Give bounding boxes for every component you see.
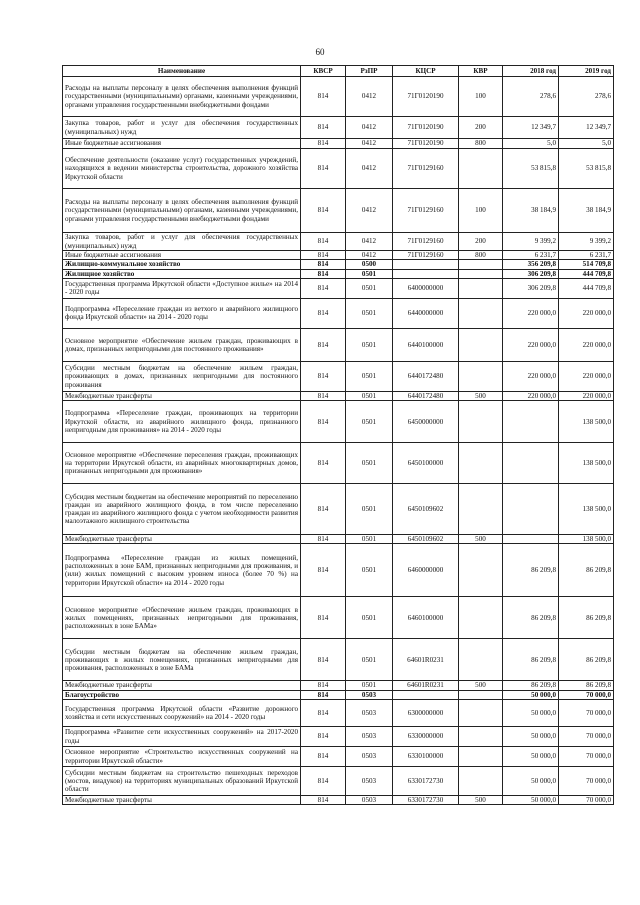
cell-name: Жилищно-коммунальное хозяйство: [63, 260, 301, 269]
table-row: [63, 544, 614, 597]
cell-name: Государственная программа Иркутской области «Развитие дорожного хозяйства и сети искусственных сооружений» на 2014 - 2020 годы: [63, 700, 301, 727]
cell-2019: 70 000,0: [559, 700, 614, 727]
cell-kcsr: 6330172730: [393, 796, 459, 805]
cell-name: Государственная программа Иркутской области «Доступное жилье» на 2014 - 2020 годы: [63, 278, 301, 298]
cell-2019: 138 500,0: [559, 401, 614, 443]
cell-name: Расходы на выплаты персоналу в целях обеспечения выполнения функций государственными (муниципальными) органами, казенными учреждениями, органами управления государственными внебюджетными фондами: [63, 189, 301, 233]
header-name: Наименование: [63, 66, 301, 77]
table-row: [63, 639, 614, 681]
cell-2018: 86 209,8: [503, 597, 559, 639]
cell-kcsr: [393, 260, 459, 269]
header-2018: 2018 год: [503, 66, 559, 77]
cell-2018: 50 000,0: [503, 747, 559, 767]
cell-2018: [503, 401, 559, 443]
table-row: [63, 690, 614, 699]
cell-kvr: [459, 260, 503, 269]
table-row: [63, 149, 614, 189]
cell-2019: 70 000,0: [559, 747, 614, 767]
cell-kvr: 500: [459, 391, 503, 400]
cell-rzpr: 0412: [346, 189, 393, 233]
cell-2018: 12 349,7: [503, 117, 559, 139]
cell-kcsr: 6330000000: [393, 727, 459, 747]
cell-kvsr: 814: [301, 727, 346, 747]
cell-kvr: [459, 149, 503, 189]
cell-kvsr: 814: [301, 328, 346, 361]
table-row: [63, 278, 614, 298]
cell-rzpr: 0503: [346, 747, 393, 767]
cell-rzpr: 0412: [346, 139, 393, 149]
cell-kvr: [459, 443, 503, 484]
cell-kcsr: 6440000000: [393, 298, 459, 328]
header-kvr: КВР: [459, 66, 503, 77]
cell-2019: 278,6: [559, 77, 614, 117]
cell-kcsr: 6440172480: [393, 391, 459, 400]
cell-name: Подпрограмма «Переселение граждан из ветхого и аварийного жилищного фонда Иркутской области» на 2014 - 2020 годы: [63, 298, 301, 328]
cell-rzpr: 0412: [346, 117, 393, 139]
cell-kcsr: 71Г0129160: [393, 189, 459, 233]
cell-kvr: [459, 298, 503, 328]
cell-kvr: [459, 361, 503, 391]
cell-kcsr: 6450109602: [393, 535, 459, 544]
cell-kcsr: 6460100000: [393, 597, 459, 639]
cell-name: Межбюджетные трансферты: [63, 535, 301, 544]
cell-2018: 278,6: [503, 77, 559, 117]
cell-2018: 220 000,0: [503, 391, 559, 400]
table-row: [63, 328, 614, 361]
cell-kcsr: 6300000000: [393, 700, 459, 727]
cell-2018: 50 000,0: [503, 700, 559, 727]
header-rzpr: РзПР: [346, 66, 393, 77]
cell-2019: 70 000,0: [559, 690, 614, 699]
cell-name: Расходы на выплаты персоналу в целях обеспечения выполнения функций государственными (муниципальными) органами, казенными учреждениями, органами управления государственными внебюджетными фондами: [63, 77, 301, 117]
cell-kcsr: 64601R0231: [393, 681, 459, 690]
cell-kvr: [459, 278, 503, 298]
cell-name: Основное мероприятие «Обеспечение жильем граждан, проживающих в домах, признанных непригодными для постоянного проживания»: [63, 328, 301, 361]
cell-2018: 53 815,8: [503, 149, 559, 189]
cell-kvsr: 814: [301, 443, 346, 484]
cell-kcsr: 71Г0129160: [393, 233, 459, 251]
cell-rzpr: 0501: [346, 639, 393, 681]
header-kcsr: КЦСР: [393, 66, 459, 77]
cell-kvsr: 814: [301, 361, 346, 391]
cell-kvr: [459, 401, 503, 443]
header-kvsr: КВСР: [301, 66, 346, 77]
cell-2018: 6 231,7: [503, 251, 559, 260]
cell-2019: 444 709,8: [559, 269, 614, 278]
cell-2018: 50 000,0: [503, 796, 559, 805]
cell-2018: 86 209,8: [503, 639, 559, 681]
cell-kvr: 800: [459, 251, 503, 260]
cell-kvsr: 814: [301, 251, 346, 260]
cell-name: Межбюджетные трансферты: [63, 391, 301, 400]
cell-2019: 444 709,8: [559, 278, 614, 298]
cell-rzpr: 0412: [346, 149, 393, 189]
cell-kvr: [459, 597, 503, 639]
cell-rzpr: 0501: [346, 535, 393, 544]
cell-rzpr: 0500: [346, 260, 393, 269]
cell-2019: 86 209,8: [559, 544, 614, 597]
table-row: [63, 189, 614, 233]
cell-kcsr: 71Г0129160: [393, 251, 459, 260]
cell-kvsr: 814: [301, 681, 346, 690]
cell-rzpr: 0501: [346, 269, 393, 278]
cell-name: Закупка товаров, работ и услуг для обеспечения государственных (муниципальных) нужд: [63, 233, 301, 251]
cell-kvsr: 814: [301, 189, 346, 233]
cell-kvsr: 814: [301, 535, 346, 544]
cell-2019: 138 500,0: [559, 443, 614, 484]
cell-2018: 220 000,0: [503, 328, 559, 361]
cell-2018: 306 209,8: [503, 278, 559, 298]
cell-kcsr: 71Г0120190: [393, 139, 459, 149]
table-row: [63, 251, 614, 260]
cell-kvsr: 814: [301, 484, 346, 535]
cell-name: Подпрограмма «Переселение граждан, проживающих на территории Иркутской области, из аварийного жилищного фонда, признанного непригодным для проживания» на 2014 - 2020 годы: [63, 401, 301, 443]
cell-kcsr: 6450109602: [393, 484, 459, 535]
cell-2019: 138 500,0: [559, 484, 614, 535]
table-row: [63, 269, 614, 278]
cell-kcsr: 71Г0120190: [393, 77, 459, 117]
table-row: [63, 727, 614, 747]
header-2019: 2019 год: [559, 66, 614, 77]
table-row: [63, 77, 614, 117]
cell-rzpr: 0501: [346, 544, 393, 597]
cell-kvsr: 814: [301, 149, 346, 189]
cell-2018: 86 209,8: [503, 681, 559, 690]
cell-name: Основное мероприятие «Обеспечение переселения граждан, проживающих на территории Иркутской области, из аварийных многоквартирных домов, признанных непригодными для проживания»: [63, 443, 301, 484]
cell-2019: 53 815,8: [559, 149, 614, 189]
table-row: [63, 361, 614, 391]
table-row: [63, 139, 614, 149]
cell-rzpr: 0412: [346, 77, 393, 117]
cell-name: Подпрограмма «Развитие сети искусственных сооружений» на 2017-2020 годы: [63, 727, 301, 747]
table-row: [63, 443, 614, 484]
cell-2019: 38 184,9: [559, 189, 614, 233]
cell-kvr: 500: [459, 681, 503, 690]
table-row: [63, 681, 614, 690]
cell-kvsr: 814: [301, 639, 346, 681]
cell-name: Подпрограмма «Переселение граждан из жилых помещений, расположенных в зоне БАМ, признанных непригодными для проживания, и (или) жилых помещений с высоким уровнем износа (более 70 %) на территории Иркутской области» на 2014 - 2020 годы: [63, 544, 301, 597]
table-row: [63, 747, 614, 767]
cell-rzpr: 0503: [346, 700, 393, 727]
cell-kvsr: 814: [301, 139, 346, 149]
table-body: [63, 77, 614, 805]
cell-2019: 9 399,2: [559, 233, 614, 251]
cell-kvr: 500: [459, 796, 503, 805]
cell-rzpr: 0503: [346, 767, 393, 796]
cell-kvr: 500: [459, 535, 503, 544]
table-row: [63, 298, 614, 328]
cell-kvr: 200: [459, 117, 503, 139]
cell-2019: 220 000,0: [559, 391, 614, 400]
cell-name: Иные бюджетные ассигнования: [63, 251, 301, 260]
cell-kcsr: 71Г0120190: [393, 117, 459, 139]
cell-name: Субсидии местным бюджетам на обеспечение жильем граждан, проживающих в жилых помещениях, признанных непригодными для проживания, расположенных в зоне БАМа: [63, 639, 301, 681]
table-row: [63, 597, 614, 639]
cell-kvsr: 814: [301, 233, 346, 251]
cell-kvr: 200: [459, 233, 503, 251]
cell-rzpr: 0412: [346, 251, 393, 260]
cell-rzpr: 0503: [346, 727, 393, 747]
cell-rzpr: 0503: [346, 796, 393, 805]
cell-kvr: 100: [459, 189, 503, 233]
cell-kvr: [459, 269, 503, 278]
cell-2019: 86 209,8: [559, 681, 614, 690]
cell-kvr: [459, 544, 503, 597]
cell-kvsr: 814: [301, 269, 346, 278]
cell-kcsr: 6330100000: [393, 747, 459, 767]
cell-kvsr: 814: [301, 117, 346, 139]
cell-name: Жилищное хозяйство: [63, 269, 301, 278]
cell-kvsr: 814: [301, 747, 346, 767]
table-row: [63, 484, 614, 535]
cell-2018: [503, 484, 559, 535]
cell-rzpr: 0501: [346, 391, 393, 400]
page-number: 60: [315, 47, 325, 57]
cell-2018: 50 000,0: [503, 690, 559, 699]
cell-2019: 220 000,0: [559, 328, 614, 361]
table-row: [63, 260, 614, 269]
cell-kcsr: 6440172480: [393, 361, 459, 391]
cell-name: Благоустройство: [63, 690, 301, 699]
cell-2019: 514 709,8: [559, 260, 614, 269]
cell-2018: 38 184,9: [503, 189, 559, 233]
cell-2019: 86 209,8: [559, 639, 614, 681]
cell-kvr: [459, 639, 503, 681]
cell-kvsr: 814: [301, 700, 346, 727]
cell-name: Основное мероприятие «Обеспечение жильем граждан, проживающих в жилых помещениях, признанных непригодными для проживания, расположенных в зоне БАМа»: [63, 597, 301, 639]
cell-kcsr: 64601R0231: [393, 639, 459, 681]
cell-rzpr: 0501: [346, 681, 393, 690]
cell-kcsr: 6400000000: [393, 278, 459, 298]
cell-kvsr: 814: [301, 77, 346, 117]
cell-2018: 9 399,2: [503, 233, 559, 251]
cell-2018: 86 209,8: [503, 544, 559, 597]
cell-name: Субсидии местным бюджетам на обеспечение жильем граждан, проживающих в домах, признанных непригодными для постоянного проживания: [63, 361, 301, 391]
cell-2018: 306 209,8: [503, 269, 559, 278]
cell-name: Межбюджетные трансферты: [63, 681, 301, 690]
cell-2019: 70 000,0: [559, 767, 614, 796]
cell-kcsr: 6450100000: [393, 443, 459, 484]
cell-name: Субсидии местным бюджетам на строительство пешеходных переходов (мостов, виадуков) на территориях муниципальных образований Иркутской области: [63, 767, 301, 796]
cell-kvr: [459, 690, 503, 699]
cell-rzpr: 0501: [346, 298, 393, 328]
cell-2019: 6 231,7: [559, 251, 614, 260]
cell-2018: [503, 443, 559, 484]
cell-kvr: [459, 747, 503, 767]
cell-rzpr: 0501: [346, 361, 393, 391]
cell-2018: 50 000,0: [503, 727, 559, 747]
cell-kvr: [459, 767, 503, 796]
cell-kvr: [459, 484, 503, 535]
cell-kvr: 100: [459, 77, 503, 117]
cell-kcsr: [393, 269, 459, 278]
cell-kvsr: 814: [301, 278, 346, 298]
cell-kvr: [459, 700, 503, 727]
cell-2019: 220 000,0: [559, 298, 614, 328]
table-row: [63, 391, 614, 400]
cell-2018: 220 000,0: [503, 361, 559, 391]
cell-rzpr: 0501: [346, 401, 393, 443]
cell-rzpr: 0501: [346, 597, 393, 639]
cell-2018: 356 209,8: [503, 260, 559, 269]
cell-2019: 70 000,0: [559, 796, 614, 805]
cell-2018: 5,0: [503, 139, 559, 149]
cell-name: Основное мероприятие «Строительство искусственных сооружений на территории Иркутской области»: [63, 747, 301, 767]
cell-name: Закупка товаров, работ и услуг для обеспечения государственных (муниципальных) нужд: [63, 117, 301, 139]
cell-2019: 138 500,0: [559, 535, 614, 544]
cell-rzpr: 0501: [346, 278, 393, 298]
table-row: [63, 233, 614, 251]
cell-kvsr: 814: [301, 690, 346, 699]
cell-kcsr: [393, 690, 459, 699]
cell-name: Межбюджетные трансферты: [63, 796, 301, 805]
cell-2019: 12 349,7: [559, 117, 614, 139]
cell-2019: 220 000,0: [559, 361, 614, 391]
budget-table: [62, 65, 614, 805]
table-row: [63, 401, 614, 443]
cell-rzpr: 0503: [346, 690, 393, 699]
cell-kcsr: 6440100000: [393, 328, 459, 361]
cell-2019: 5,0: [559, 139, 614, 149]
cell-kcsr: 6330172730: [393, 767, 459, 796]
table-row: [63, 796, 614, 805]
table-row: [63, 117, 614, 139]
cell-kvr: [459, 328, 503, 361]
cell-name: Обеспечение деятельности (оказание услуг) государственных учреждений, находящихся в ведении министерства строительства, дорожного хозяйства Иркутской области: [63, 149, 301, 189]
cell-2018: [503, 535, 559, 544]
cell-kvsr: 814: [301, 796, 346, 805]
cell-kvsr: 814: [301, 260, 346, 269]
cell-kcsr: 6460000000: [393, 544, 459, 597]
cell-rzpr: 0501: [346, 328, 393, 361]
cell-kvsr: 814: [301, 544, 346, 597]
cell-kcsr: 71Г0129160: [393, 149, 459, 189]
cell-2018: 220 000,0: [503, 298, 559, 328]
cell-kvsr: 814: [301, 298, 346, 328]
cell-rzpr: 0501: [346, 484, 393, 535]
table-row: [63, 535, 614, 544]
cell-kvsr: 814: [301, 401, 346, 443]
table-header-row: [63, 66, 614, 77]
cell-kcsr: 6450000000: [393, 401, 459, 443]
table-row: [63, 767, 614, 796]
table-row: [63, 700, 614, 727]
cell-2018: 50 000,0: [503, 767, 559, 796]
cell-2019: 86 209,8: [559, 597, 614, 639]
cell-name: Субсидия местным бюджетам на обеспечение мероприятий по переселению граждан из аварийного жилищного фонда, в том числе переселению граждан из аварийного жилищного фонда с учетом необходимости развития малоэтажного жилищного строительства: [63, 484, 301, 535]
cell-rzpr: 0501: [346, 443, 393, 484]
cell-kvr: [459, 727, 503, 747]
cell-name: Иные бюджетные ассигнования: [63, 139, 301, 149]
cell-kvsr: 814: [301, 391, 346, 400]
cell-2019: 70 000,0: [559, 727, 614, 747]
cell-kvr: 800: [459, 139, 503, 149]
cell-kvsr: 814: [301, 767, 346, 796]
cell-kvsr: 814: [301, 597, 346, 639]
cell-rzpr: 0412: [346, 233, 393, 251]
